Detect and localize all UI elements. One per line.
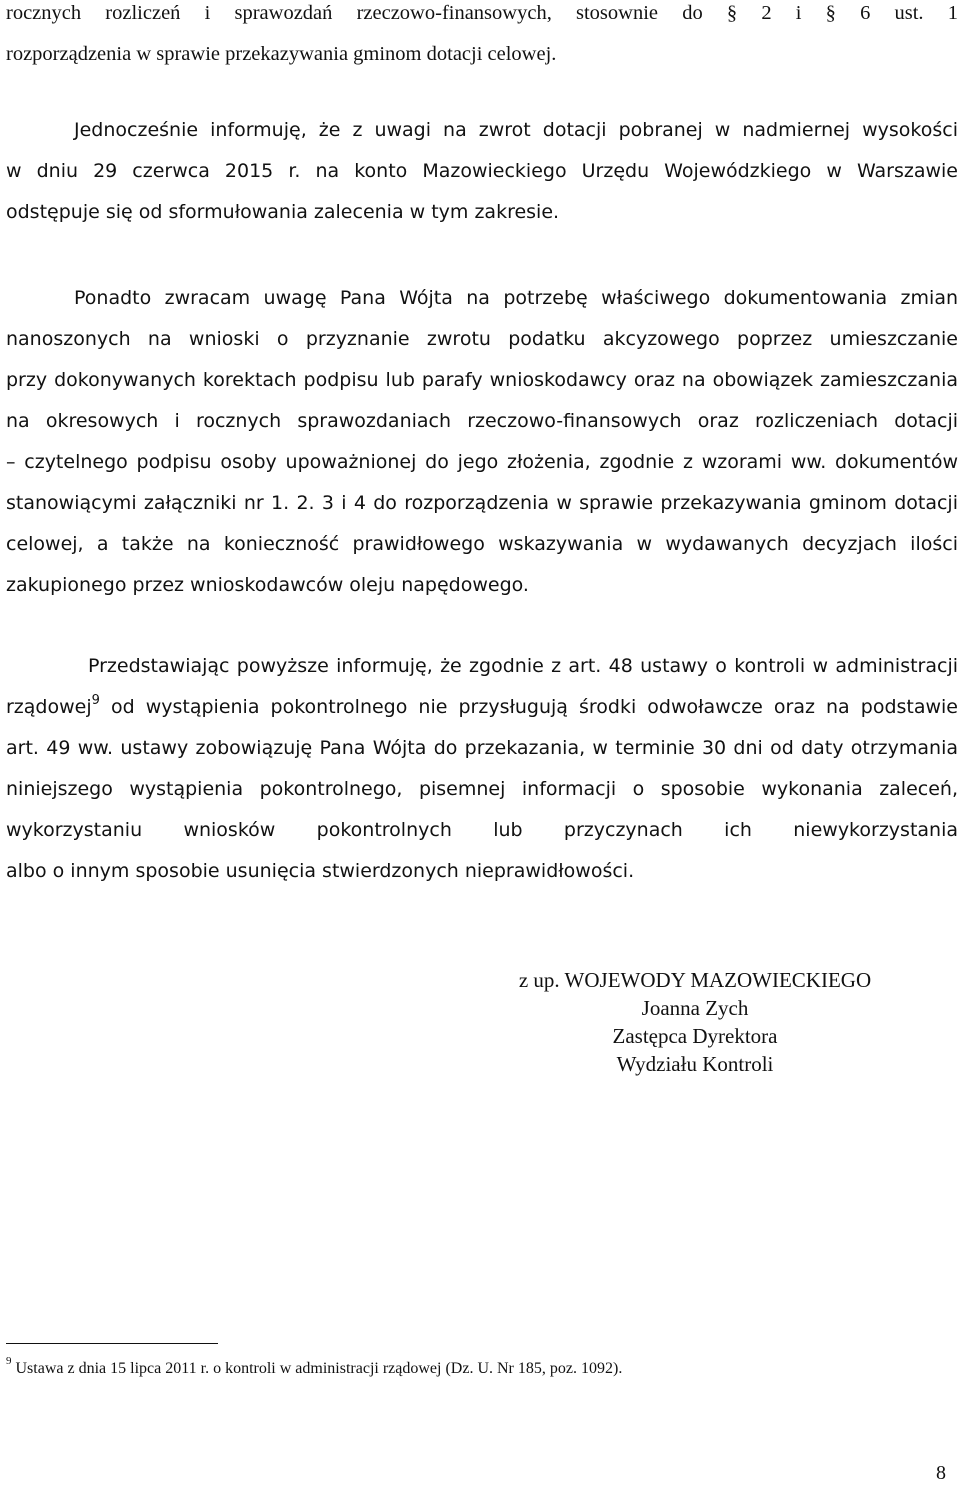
paragraph-documentation-remark	[6, 278, 958, 606]
text-line: na okresowych i rocznych sprawozdaniach rzeczowo-finansowych oraz rozliczeniach dotacji	[6, 410, 958, 432]
text-line: zakupionego przez wnioskodawców oleju napędowego.	[6, 574, 529, 596]
text-line: Jednocześnie informuję, że z uwagi na zwrot dotacji pobranej w nadmiernej wysokości	[74, 119, 958, 141]
text-line: odstępuje się od sformułowania zalecenia w tym zakresie.	[6, 201, 560, 223]
text-line: albo o innym sposobie usunięcia stwierdzonych nieprawidłowości.	[6, 860, 635, 882]
paragraph-refund-note	[6, 110, 958, 233]
text-fragment: od wystąpienia pokontrolnego nie przysługują środki odwoławcze oraz na podstawie	[99, 696, 958, 718]
footnote-divider	[6, 1343, 218, 1344]
signature-name: Joanna Zych	[641, 996, 749, 1020]
text-line: celowej, a także na konieczność prawidłowego wskazywania w wydawanych decyzjach ilości	[6, 533, 958, 555]
text-line: Przedstawiając powyższe informuję, że zgodnie z art. 48 ustawy o kontroli w administracji	[88, 655, 958, 677]
footnote-text: Ustawa z dnia 15 lipca 2011 r. o kontroli w administracji rządowej (Dz. U. Nr 185, poz. 1092).	[11, 1360, 623, 1377]
footnote	[6, 1354, 623, 1378]
paragraph-legal-basis	[6, 646, 958, 892]
text-fragment: rządowej	[6, 696, 92, 718]
signature-authority: z up. WOJEWODY MAZOWIECKIEGO	[518, 968, 872, 992]
text-line-with-footnote	[6, 687, 958, 728]
signature-position: Zastępca Dyrektora	[612, 1024, 778, 1048]
text-line: art. 49 ww. ustawy zobowiązuję Pana Wójta do przekazania, w terminie 30 dni od daty otrzymania	[6, 737, 958, 759]
page-number: 8	[936, 1462, 946, 1484]
text-line: Ponadto zwracam uwagę Pana Wójta na potrzebę właściwego dokumentowania zmian	[74, 287, 958, 309]
text-line: w dniu 29 czerwca 2015 r. na konto Mazowieckiego Urzędu Wojewódzkiego w Warszawie	[6, 160, 958, 182]
text-line: przy dokonywanych korektach podpisu lub parafy wnioskodawcy oraz na obowiązek zamieszczania	[6, 369, 958, 391]
text-line: wykorzystaniu wniosków pokontrolnych lub przyczynach ich niewykorzystania	[6, 819, 958, 841]
text-line: nanoszonych na wnioski o przyznanie zwrotu podatku akcyzowego poprzez umieszczanie	[6, 328, 958, 350]
text-line: – czytelnego podpisu osoby upoważnionej do jego złożenia, zgodnie z wzorami ww. dokumentów	[6, 451, 958, 473]
text-line: rozporządzenia w sprawie przekazywania gminom dotacji celowej.	[6, 43, 557, 65]
footnote-reference: 9	[91, 692, 100, 708]
signature-department: Wydziału Kontroli	[616, 1052, 774, 1076]
text-line: niniejszego wystąpienia pokontrolnego, pisemnej informacji o sposobie wykonania zaleceń,	[6, 778, 958, 800]
footnote-marker: 9	[6, 1354, 12, 1367]
signature-block	[470, 966, 920, 1078]
text-line: stanowiącymi załączniki nr 1. 2. 3 i 4 do rozporządzenia w sprawie przekazywania gminom dotacji	[6, 492, 958, 514]
paragraph-continuation	[6, 0, 958, 75]
text-line: rocznych rozliczeń i sprawozdań rzeczowo-finansowych, stosownie do § 2 i § 6 ust. 1	[6, 2, 958, 24]
